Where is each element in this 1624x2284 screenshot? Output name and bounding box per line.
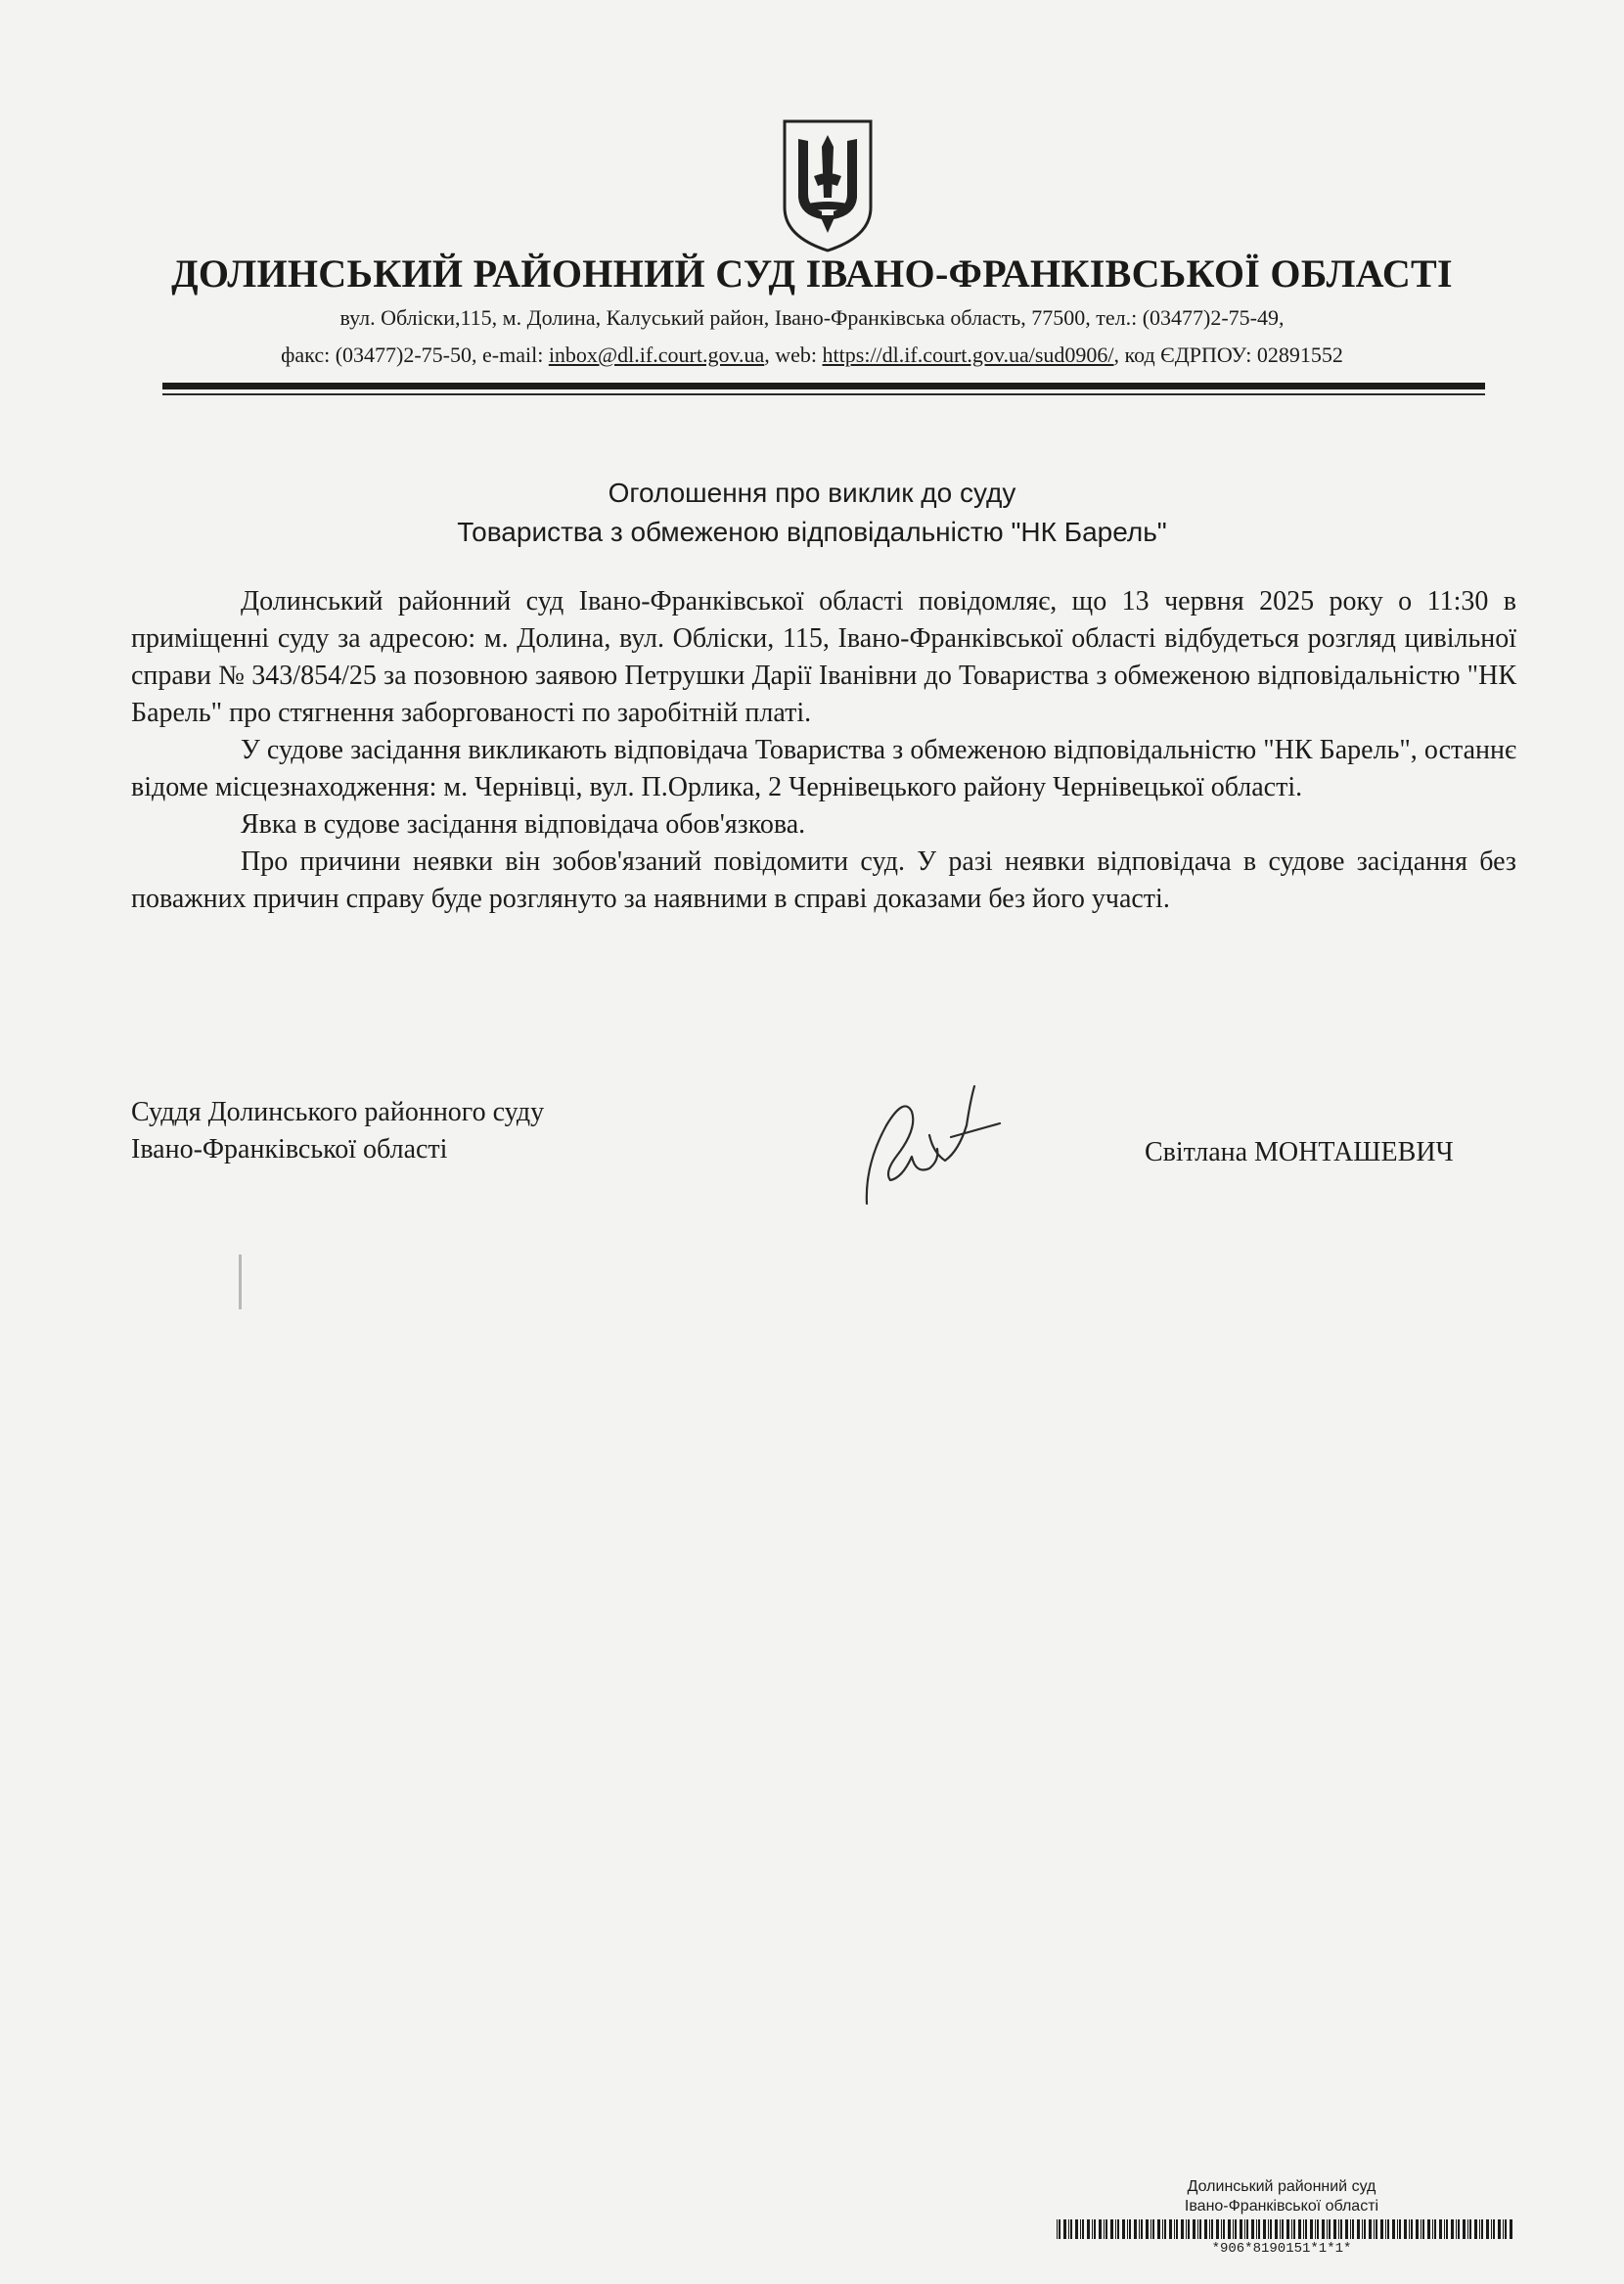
barcode-bar (1439, 2219, 1442, 2239)
judge-position-line2: Івано-Франківської області (131, 1134, 448, 1165)
barcode-bar (1364, 2219, 1366, 2239)
barcode-bar (1474, 2219, 1477, 2239)
barcode-bar (1127, 2219, 1128, 2239)
barcode-bar (1397, 2219, 1398, 2239)
barcode-bar (1404, 2219, 1407, 2239)
barcode-bar (1094, 2219, 1096, 2239)
barcode-bar (1280, 2219, 1281, 2239)
barcode-bar (1082, 2219, 1084, 2239)
barcode-bar (1104, 2219, 1105, 2239)
barcode-bar (1376, 2219, 1377, 2239)
barcode-bar (1493, 2219, 1495, 2239)
edrpou-code: , код ЄДРПОУ: 02891552 (1113, 343, 1343, 367)
barcode-bar (1193, 2219, 1195, 2239)
barcode-bar (1157, 2219, 1160, 2239)
barcode-bar (1505, 2219, 1507, 2239)
barcode-bar (1357, 2219, 1360, 2239)
trident-emblem-icon (779, 117, 877, 254)
stamp-line2: Івано-Франківської області (1184, 2198, 1379, 2215)
barcode-bar (1469, 2219, 1471, 2239)
barcode-bar (1467, 2219, 1468, 2239)
barcode-bar (1117, 2219, 1119, 2239)
barcode-bar (1251, 2219, 1254, 2239)
barcode-bar (1451, 2219, 1454, 2239)
barcode-bar (1385, 2219, 1386, 2239)
barcode-bar (1122, 2219, 1125, 2239)
judge-position (131, 1094, 544, 1168)
barcode-bar (1317, 2219, 1319, 2239)
barcode-bar (1199, 2219, 1201, 2239)
barcode-bar (1456, 2219, 1457, 2239)
barcode-bar (1481, 2219, 1483, 2239)
paragraph-absence: Про причини неявки він зобов'язаний повідомити суд. У разі неявки відповідача в судове засідання без поважних причин справу буде розглянуто за наявними в справі доказами без його участі. (131, 846, 1516, 914)
web-prefix-text: , web: (764, 343, 823, 367)
barcode-bar (1293, 2219, 1295, 2239)
scan-margin-mark (239, 1255, 242, 1309)
registry-barcode (1057, 2219, 1514, 2239)
barcode-bar (1399, 2219, 1401, 2239)
barcode-bar (1087, 2219, 1090, 2239)
barcode-bar (1197, 2219, 1198, 2239)
barcode-bar (1134, 2219, 1137, 2239)
barcode-bar (1291, 2219, 1292, 2239)
barcode-bar (1338, 2219, 1339, 2239)
barcode-bar (1282, 2219, 1284, 2239)
barcode-bar (1221, 2219, 1222, 2239)
barcode-bar (1070, 2219, 1072, 2239)
barcode-bar (1374, 2219, 1375, 2239)
barcode-bar (1362, 2219, 1363, 2239)
paragraph-hearing: Долинський районний суд Івано-Франківської області повідомляє, що 13 червня 2025 року о 11:30 в приміщенні суду за адресою: м. Долина, вул. Обліски, 115, Івано-Франківської області відбудеться розгляд цивільної справи № 343/854/25 за позовною заявою Петрушки Дарії Іванівни до Товариства з обмеженою відповідальністю "НК Барель" про стягнення заборгованості по заробітній платі. (131, 586, 1516, 728)
barcode-bar (1216, 2219, 1219, 2239)
barcode-bar (1174, 2219, 1175, 2239)
barcode-bar (1110, 2219, 1113, 2239)
barcode-bar (1329, 2219, 1331, 2239)
barcode-bar (1059, 2219, 1060, 2239)
barcode-bar (1340, 2219, 1342, 2239)
barcode-bar (1141, 2219, 1143, 2239)
barcode-bar (1432, 2219, 1433, 2239)
notice-body (131, 583, 1516, 918)
barcode-bar (1387, 2219, 1389, 2239)
barcode-bar (1146, 2219, 1149, 2239)
fax-text: факс: (03477)2-75-50, e-mail: (281, 343, 549, 367)
registry-stamp (1135, 2177, 1428, 2216)
paragraph-summons: У судове засідання викликають відповідача Товариства з обмеженою відповідальністю "НК Барель", останнє відоме місцезнаходження: м. Чернівці, вул. П.Орлика, 2 Чернівецького району Чернівецької області. (131, 735, 1516, 802)
barcode-bar (1176, 2219, 1178, 2239)
barcode-bar (1209, 2219, 1210, 2239)
barcode-bar (1446, 2219, 1448, 2239)
barcode-bar (1350, 2219, 1351, 2239)
barcode-bar (1164, 2219, 1166, 2239)
barcode-bar (1244, 2219, 1245, 2239)
court-name-heading: ДОЛИНСЬКИЙ РАЙОННИЙ СУД ІВАНО-ФРАНКІВСЬКОЇ ОБЛАСТІ (171, 251, 1453, 296)
barcode-bar (1186, 2219, 1187, 2239)
barcode-bar (1322, 2219, 1325, 2239)
notice-title: Оголошення про виклик до суду (608, 478, 1016, 508)
barcode-bar (1392, 2219, 1395, 2239)
barcode-bar (1286, 2219, 1289, 2239)
barcode-bar (1063, 2219, 1066, 2239)
barcode-bar (1235, 2219, 1237, 2239)
barcode-bar (1233, 2219, 1234, 2239)
barcode-bar (1409, 2219, 1410, 2239)
barcode-bar (1369, 2219, 1372, 2239)
court-contacts (147, 343, 1477, 368)
notice-subtitle: Товариства з обмеженою відповідальністю "НК Барель" (457, 517, 1167, 547)
header-divider-thin (162, 393, 1485, 395)
barcode-bar (1270, 2219, 1272, 2239)
judge-position-line1: Суддя Долинського районного суду (131, 1097, 545, 1127)
barcode-bar (1479, 2219, 1480, 2239)
barcode-bar (1211, 2219, 1213, 2239)
barcode-bar (1463, 2219, 1466, 2239)
barcode-bar (1256, 2219, 1257, 2239)
barcode-bar (1258, 2219, 1260, 2239)
barcode-bar (1188, 2219, 1190, 2239)
barcode-bar (1310, 2219, 1313, 2239)
barcode-bar (1444, 2219, 1445, 2239)
barcode-bar (1503, 2219, 1504, 2239)
barcode-bar (1352, 2219, 1354, 2239)
barcode-bar (1275, 2219, 1278, 2239)
paragraph-attendance: Явка в судове засідання відповідача обов'язкова. (241, 809, 806, 840)
barcode-bar (1075, 2219, 1078, 2239)
barcode-bar (1268, 2219, 1269, 2239)
barcode-bar (1416, 2219, 1419, 2239)
barcode-bar (1345, 2219, 1348, 2239)
barcode-bar (1105, 2219, 1107, 2239)
barcode-bar (1080, 2219, 1081, 2239)
barcode-bar (1305, 2219, 1307, 2239)
judge-name: Світлана МОНТАШЕВИЧ (1145, 1137, 1454, 1167)
barcode-bar (1303, 2219, 1304, 2239)
barcode-bar (1422, 2219, 1424, 2239)
barcode-number: *906*8190151*1*1* (1211, 2241, 1352, 2257)
barcode-bar (1092, 2219, 1093, 2239)
barcode-bar (1115, 2219, 1116, 2239)
barcode-bar (1129, 2219, 1131, 2239)
barcode-bar (1162, 2219, 1163, 2239)
barcode-bar (1057, 2219, 1058, 2239)
header-divider-thick (162, 383, 1485, 389)
stamp-line1: Долинський районний суд (1187, 2178, 1376, 2195)
barcode-bar (1228, 2219, 1231, 2239)
barcode-bar (1434, 2219, 1436, 2239)
barcode-bar (1427, 2219, 1430, 2239)
barcode-bar (1240, 2219, 1242, 2239)
barcode-bar (1169, 2219, 1172, 2239)
barcode-bar (1152, 2219, 1154, 2239)
court-address: вул. Обліски,115, м. Долина, Калуський район, Івано-Франківська область, 77500, тел.: (03477)2-75-49, (339, 305, 1285, 330)
barcode-bar (1068, 2219, 1069, 2239)
barcode-bar (1298, 2219, 1301, 2239)
barcode-bar (1099, 2219, 1102, 2239)
website-link[interactable]: https://dl.if.court.gov.ua/sud0906/ (822, 343, 1114, 367)
barcode-bar (1204, 2219, 1207, 2239)
barcode-bar (1458, 2219, 1460, 2239)
barcode-bar (1181, 2219, 1184, 2239)
barcode-bar (1327, 2219, 1328, 2239)
barcode-bar (1315, 2219, 1316, 2239)
barcode-bar (1150, 2219, 1151, 2239)
barcode-bar (1510, 2219, 1512, 2239)
handwritten-signature (857, 1067, 1023, 1213)
barcode-bar (1223, 2219, 1225, 2239)
barcode-bar (1380, 2219, 1383, 2239)
barcode-bar (1139, 2219, 1140, 2239)
barcode-bar (1498, 2219, 1501, 2239)
barcode-bar (1411, 2219, 1413, 2239)
barcode-bar (1486, 2219, 1489, 2239)
barcode-bar (1333, 2219, 1336, 2239)
barcode-bar (1491, 2219, 1492, 2239)
email-link[interactable]: inbox@dl.if.court.gov.ua (548, 343, 765, 367)
barcode-bar (1246, 2219, 1248, 2239)
barcode-bar (1263, 2219, 1266, 2239)
